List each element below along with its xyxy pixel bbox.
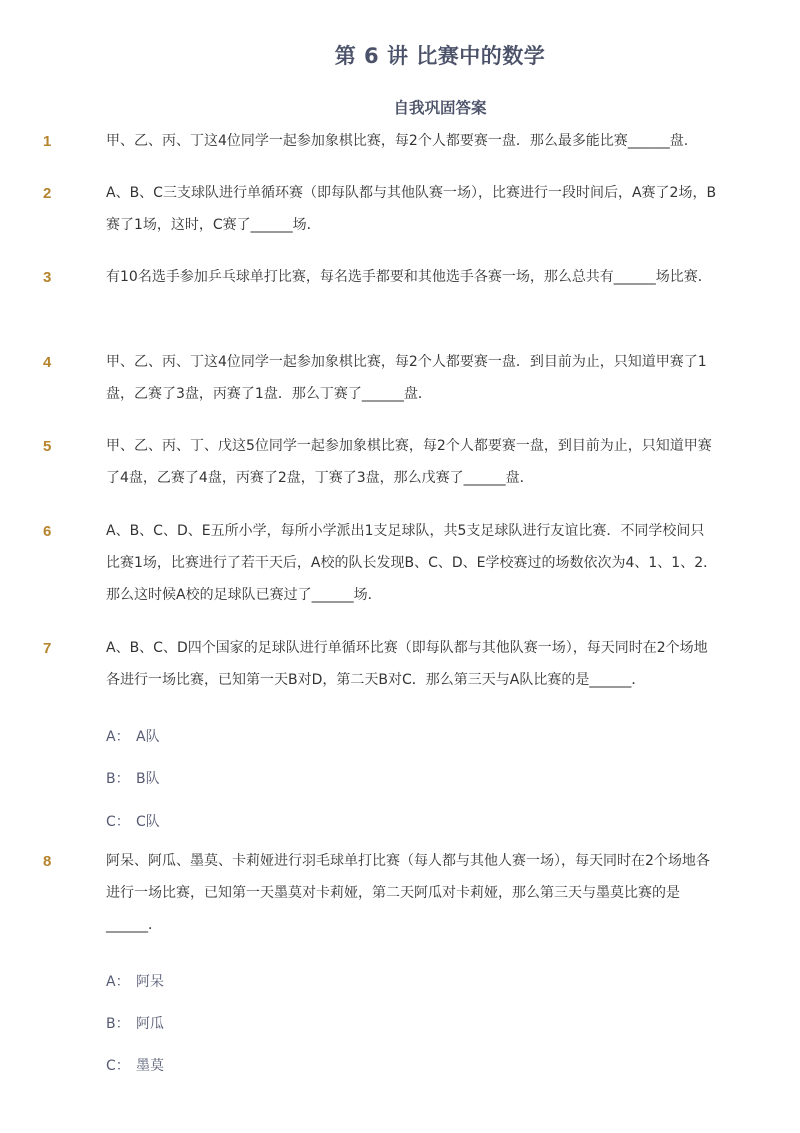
option-label: A： bbox=[106, 729, 130, 745]
question-text: A、B、C、D四个国家的足球队进行单循环比赛（即每队都与其他队赛一场），每天同时在2个场地各进行一场比赛，已知第一天B对D，第二天B对C．那么第三天与A队比赛的是______． bbox=[106, 640, 708, 688]
question-text: A、B、C三支球队进行单循环赛（即每队都与其他队赛一场），比赛进行一段时间后，A赛了2场，B赛了1场，这时，C赛了______场． bbox=[106, 185, 717, 233]
question-number: 5 bbox=[43, 438, 52, 455]
option-label: C： bbox=[106, 1058, 130, 1074]
option-value: 墨莫 bbox=[136, 1058, 164, 1074]
question-text: A、B、C、D、E五所小学，每所小学派出1支足球队，共5支足球队进行友谊比赛．不同学校间只比赛1场，比赛进行了若干天后，A校的队长发现B、C、D、E学校赛过的场数依次为4、1、1、2．那么这时候A校的足球队已赛过了______场． bbox=[106, 523, 718, 603]
option-b[interactable] bbox=[106, 1013, 164, 1033]
question-text: 有10名选手参加乒乓球单打比赛，每名选手都要和其他选手各赛一场，那么总共有______场比赛． bbox=[106, 269, 712, 285]
question-text: 甲、乙、丙、丁这4位同学一起参加象棋比赛，每2个人都要赛一盘．那么最多能比赛______盘. bbox=[106, 133, 689, 149]
option-value: 阿瓜 bbox=[136, 1016, 164, 1032]
question-number: 1 bbox=[43, 133, 52, 150]
question-text: 甲、乙、丙、丁、戊这5位同学一起参加象棋比赛，每2个人都要赛一盘，到目前为止，只知道甲赛了4盘，乙赛了4盘，丙赛了2盘，丁赛了3盘，那么戊赛了______盘． bbox=[106, 438, 712, 486]
section-subtitle: 自我巩固答案 bbox=[393, 99, 487, 117]
page-title: 第 6 讲 比赛中的数学 bbox=[334, 44, 546, 68]
option-a[interactable] bbox=[106, 726, 160, 746]
question-number: 4 bbox=[43, 354, 52, 371]
option-label: A： bbox=[106, 974, 130, 990]
option-label: B： bbox=[106, 1016, 130, 1032]
option-b[interactable] bbox=[106, 768, 160, 788]
option-value: 阿呆 bbox=[136, 974, 164, 990]
question-text: 甲、乙、丙、丁这4位同学一起参加象棋比赛，每2个人都要赛一盘．到目前为止，只知道甲赛了1盘，乙赛了3盘，丙赛了1盘．那么丁赛了______盘． bbox=[106, 354, 707, 402]
question-number: 2 bbox=[43, 185, 52, 202]
option-label: B： bbox=[106, 771, 130, 787]
option-c[interactable] bbox=[106, 811, 160, 831]
option-value: C队 bbox=[136, 814, 160, 830]
option-a[interactable] bbox=[106, 971, 164, 991]
question-number: 3 bbox=[43, 269, 52, 286]
option-c[interactable] bbox=[106, 1055, 164, 1075]
question-number: 6 bbox=[43, 523, 52, 540]
option-label: C： bbox=[106, 814, 130, 830]
question-text: 阿呆、阿瓜、墨莫、卡莉娅进行羽毛球单打比赛（每人都与其他人赛一场），每天同时在2个场地各进行一场比赛，已知第一天墨莫对卡莉娅，第二天阿瓜对卡莉娅，那么第三天与墨莫比赛的是______． bbox=[106, 853, 710, 933]
question-number: 8 bbox=[43, 853, 52, 870]
question-number: 7 bbox=[43, 640, 52, 657]
option-value: A队 bbox=[136, 729, 160, 745]
option-value: B队 bbox=[136, 771, 160, 787]
